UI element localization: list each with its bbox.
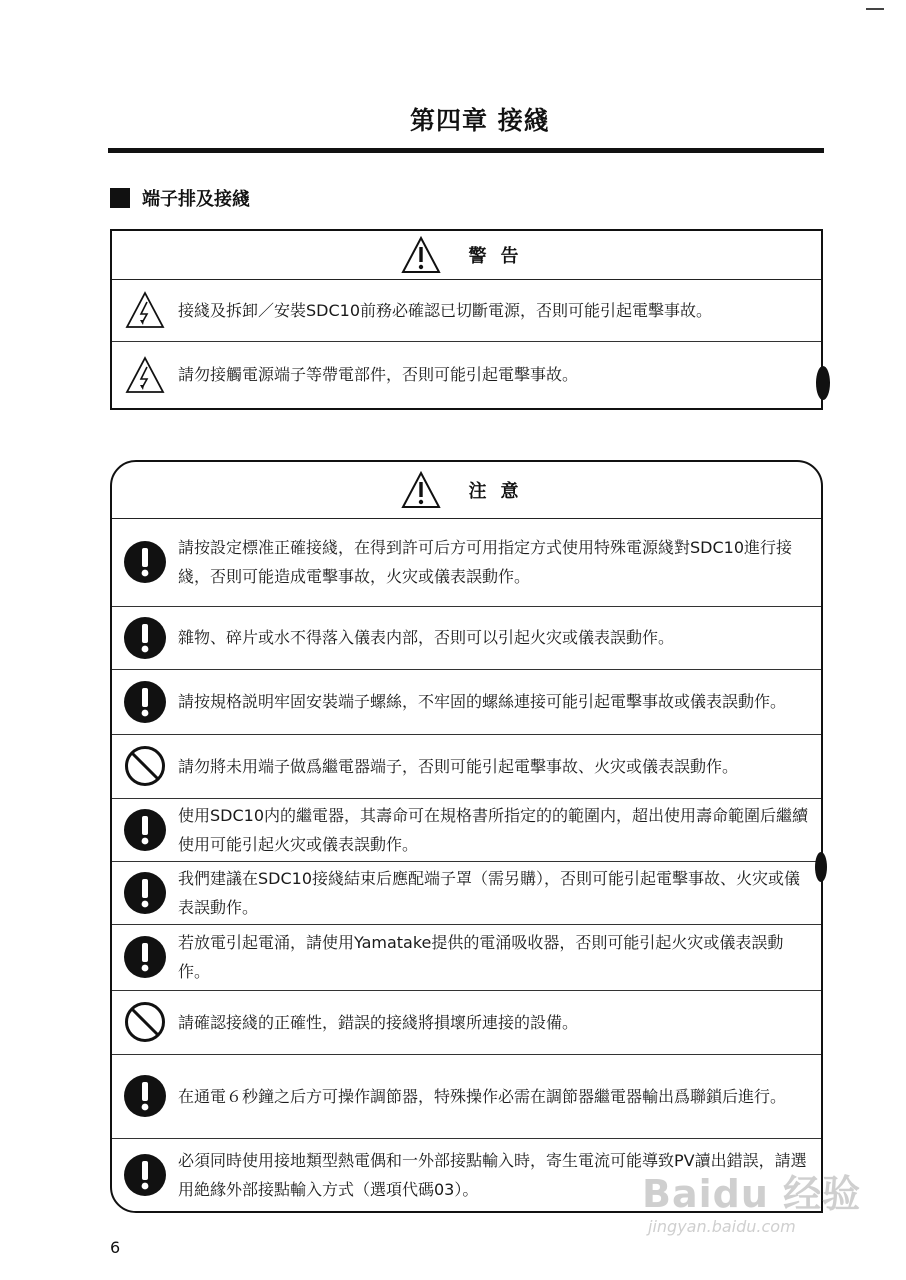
section-heading	[110, 185, 250, 211]
caution-row	[112, 924, 821, 991]
warning-header	[112, 231, 821, 280]
caution-row	[112, 990, 821, 1055]
warning-header-text: 警告	[468, 246, 533, 267]
electric-shock-icon	[112, 291, 178, 329]
caution-text: 請確認接綫的正確性，錯誤的接綫將損壞所連接的設備。	[178, 1012, 579, 1032]
caution-row	[112, 734, 821, 799]
caution-row	[112, 669, 821, 735]
warning-row	[112, 279, 821, 342]
caution-text: 請勿將未用端子做爲繼電器端子，否則可能引起電擊事故、火灾或儀表誤動作。	[178, 756, 739, 776]
exclamation-icon	[112, 1074, 178, 1118]
caution-row	[112, 798, 821, 862]
prohibit-icon	[112, 1001, 178, 1043]
caution-text: 我們建議在SDC10接綫結束后應配端子罩（需另購），否則可能引起電擊事故、火灾或儀表誤動作。	[178, 868, 801, 917]
exclamation-icon	[112, 935, 178, 979]
caution-text: 在通電６秒鐘之后方可操作調節器，特殊操作必需在調節器繼電器輸出爲聯鎖后進行。	[178, 1086, 787, 1106]
warning-text: 請勿接觸電源端子等帶電部件，否則可能引起電擊事故。	[178, 365, 579, 384]
caution-row	[112, 1054, 821, 1139]
section-heading-text: 端子排及接綫	[142, 189, 250, 210]
caution-header	[112, 462, 821, 519]
caution-row	[112, 861, 821, 925]
caution-text: 請按設定標准正確接綫，在得到許可后方可用指定方式使用特殊電源綫對SDC10進行接綫，否則可能造成電擊事故，火灾或儀表誤動作。	[178, 538, 793, 586]
page-number: 6	[110, 1238, 121, 1257]
watermark-url: jingyan.baidu.com	[648, 1217, 796, 1236]
exclamation-icon	[112, 680, 178, 724]
electric-shock-icon	[112, 356, 178, 394]
corner-mark	[866, 8, 884, 10]
warning-row	[112, 341, 821, 408]
watermark-logo: Baidu 经验	[642, 1172, 862, 1216]
exclamation-icon	[112, 871, 178, 915]
chapter-rule	[108, 148, 824, 153]
warning-box	[110, 229, 823, 410]
warning-text: 接綫及拆卸／安裝SDC10前務必確認已切斷電源，否則可能引起電擊事故。	[178, 300, 713, 320]
caution-triangle-icon	[401, 471, 441, 509]
caution-text: 請按規格説明牢固安裝端子螺絲，不牢固的螺絲連接可能引起電擊事故或儀表誤動作。	[178, 692, 787, 711]
baidu-watermark	[642, 1155, 872, 1250]
scan-artifact	[815, 852, 827, 882]
caution-row	[112, 606, 821, 670]
prohibit-icon	[112, 745, 178, 787]
warning-triangle-icon	[401, 236, 441, 274]
exclamation-icon	[112, 1153, 178, 1197]
caution-text: 使用SDC10内的繼電器，其壽命可在規格書所指定的的範圍内，超出使用壽命範圍后繼續使用可能引起火灾或儀表誤動作。	[178, 805, 809, 854]
exclamation-icon	[112, 808, 178, 852]
caution-text: 若放電引起電涌，請使用Yamatake提供的電涌吸收器，否則可能引起火灾或儀表誤動作。	[178, 933, 784, 981]
scan-artifact	[816, 366, 830, 400]
section-square-icon	[110, 188, 130, 208]
caution-text: 雜物、碎片或水不得落入儀表内部，否則可以引起火灾或儀表誤動作。	[178, 628, 675, 647]
chapter-title: 第四章 接綫	[410, 106, 550, 135]
exclamation-icon	[112, 540, 178, 584]
caution-header-text: 注意	[468, 481, 533, 502]
caution-box	[110, 460, 823, 1213]
caution-row	[112, 518, 821, 607]
exclamation-icon	[112, 616, 178, 660]
caution-text: 必須同時使用接地類型熱電偶和一外部接點輸入時，寄生電流可能導致PV讀出錯誤，請選用絶緣外部接點輸入方式（選項代碼03）。	[178, 1150, 807, 1199]
